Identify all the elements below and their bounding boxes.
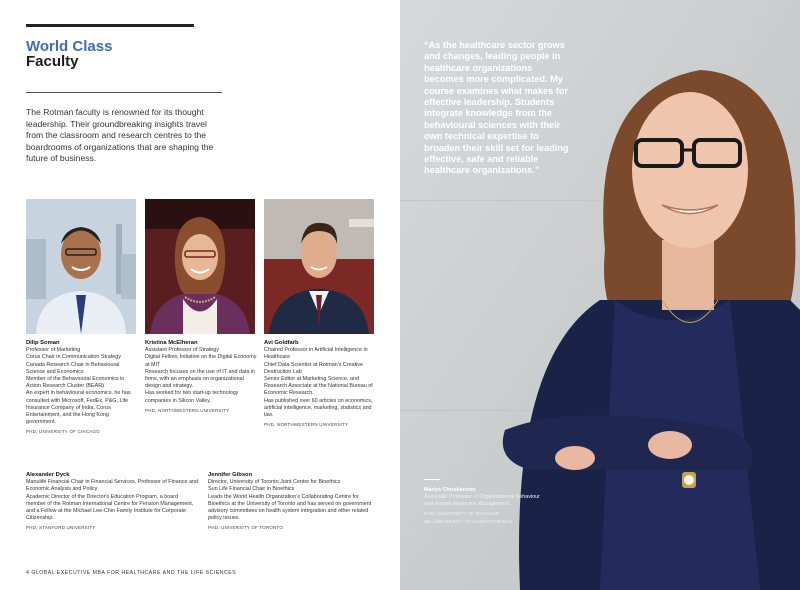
bio-line: Chaired Professor in Artificial Intelligence in Healthcare <box>264 347 368 361</box>
faculty-name: Avi Goldfarb <box>264 340 299 346</box>
faculty-name: Dilip Soman <box>26 340 60 346</box>
faculty-name: Kristina McElheran <box>145 340 198 346</box>
heading-line-2: Faculty <box>26 53 79 70</box>
faculty-bio-dilip-soman <box>26 340 138 436</box>
page-footer: 4 GLOBAL EXECUTIVE MBA FOR HEALTHCARE AND THE LIFE SCIENCES <box>26 570 237 576</box>
caption-rule <box>424 479 440 480</box>
faculty-education: PHD, NORTHWESTERN UNIVERSITY <box>264 422 349 428</box>
faculty-bio-alexander-dyck <box>26 472 198 532</box>
faculty-education: PHD, UNIVERSITY OF TORONTO <box>208 525 284 531</box>
caption-name: Marlys Christianson <box>424 487 476 493</box>
pull-quote: “As the healthcare sector grows and changes, leading people in healthcare organizations becomes more complicated. My course examines what makes for effective leadership. Students integrate knowledge from the behavioural sciences with their own technical expertise to broaden their skill set for leading effective, safe and reliable healthcare organizations.” <box>424 40 569 176</box>
faculty-photo-dilip-soman <box>26 199 136 334</box>
bio-line: Has worked for two start-up technology companies in Silicon Valley. <box>145 390 239 404</box>
faculty-name: Jennifer Gibson <box>208 472 253 478</box>
faculty-education: PHD, STANFORD UNIVERSITY <box>26 525 96 531</box>
caption-education: MD, UNIVERSITY OF SASKATCHEWAN <box>424 519 513 524</box>
right-page <box>400 0 800 590</box>
top-rule <box>26 24 194 27</box>
bio-line: Has published over 60 articles on economics, artificial intelligence, marketing, statistics and law. <box>264 397 373 419</box>
featured-caption <box>424 487 542 525</box>
faculty-photo-kristina-mcelheran <box>145 199 255 334</box>
portrait-illustration <box>264 199 374 334</box>
bio-line: Chief Data Scientist at Rotman's Creative Destruction Lab <box>264 361 364 375</box>
bio-line: Director, University of Toronto Joint Centre for Bioethics <box>208 479 341 486</box>
bio-line: Senior Editor at Marketing Science, and Research Associate at the National Bureau of Economic Research. <box>264 376 373 397</box>
bio-line: Professor of Marketing <box>26 347 81 354</box>
bio-line: Academic Director of the Director's Education Program, a board member of the Rotman International Centre for Pension Management, and a Fellow at the Michael Lee-Chin Family Institute for Corporate Citizenship. <box>26 493 194 522</box>
heading-line-1: World Class <box>26 38 113 55</box>
faculty-bio-jennifer-gibson <box>208 472 380 532</box>
bio-line: Digital Fellow, Initiative on the Digital Economy at MIT <box>145 354 257 368</box>
portrait-illustration <box>145 199 255 334</box>
intro-paragraph: The Rotman faculty is renowned for its thought leadership. Their groundbreaking insights travel from the classroom and research centres to the boardrooms of organizations that are shaping the future of business. <box>26 107 214 164</box>
bio-line: Canada Research Chair in Behavioural Science and Economics <box>26 361 120 375</box>
portrait-illustration <box>26 199 136 334</box>
faculty-name: Alexander Dyck <box>26 472 70 478</box>
bio-line: Research focuses on the use of IT and data in firms, with an emphasis on organizational design and strategy. <box>145 368 256 390</box>
bio-line: Corus Chair in Communication Strategy <box>26 354 121 361</box>
bio-line: An expert in behavioural economics, he has consulted with Microsoft, FedEx, P&G, Life Insurance Company of India, Corus Entertainment, and the Hong Kong government. <box>26 390 131 426</box>
bio-line: Manulife Financial Chair in Financial Services, Professor of Finance and Economic Analysis and Policy <box>26 479 198 493</box>
caption-title: Associate Professor of Organizational Behaviour and Human Resource Management <box>424 494 540 507</box>
faculty-bio-kristina-mcelheran <box>145 340 257 414</box>
faculty-bio-avi-goldfarb <box>264 340 376 428</box>
faculty-education: PHD, NORTHWESTERN UNIVERSITY <box>145 407 230 413</box>
bio-line: Member of the Behavioural Economics in Action Research Cluster (BEAR) <box>26 376 125 390</box>
bio-line: Assistant Professor of Strategy <box>145 347 220 354</box>
intro-rule <box>26 92 222 93</box>
faculty-photo-avi-goldfarb <box>264 199 374 334</box>
bio-line: Sun Life Financial Chair in Bioethics <box>208 486 295 493</box>
caption-education: PHD, UNIVERSITY OF MICHIGAN <box>424 511 500 516</box>
faculty-education: PHD, UNIVERSITY OF CHICAGO <box>26 429 100 435</box>
bio-line: Leads the World Health Organization's Collaborating Centre for Bioethics at the University of Toronto and has served on government advisory committees on health system integration and other related policy issues. <box>208 493 372 522</box>
